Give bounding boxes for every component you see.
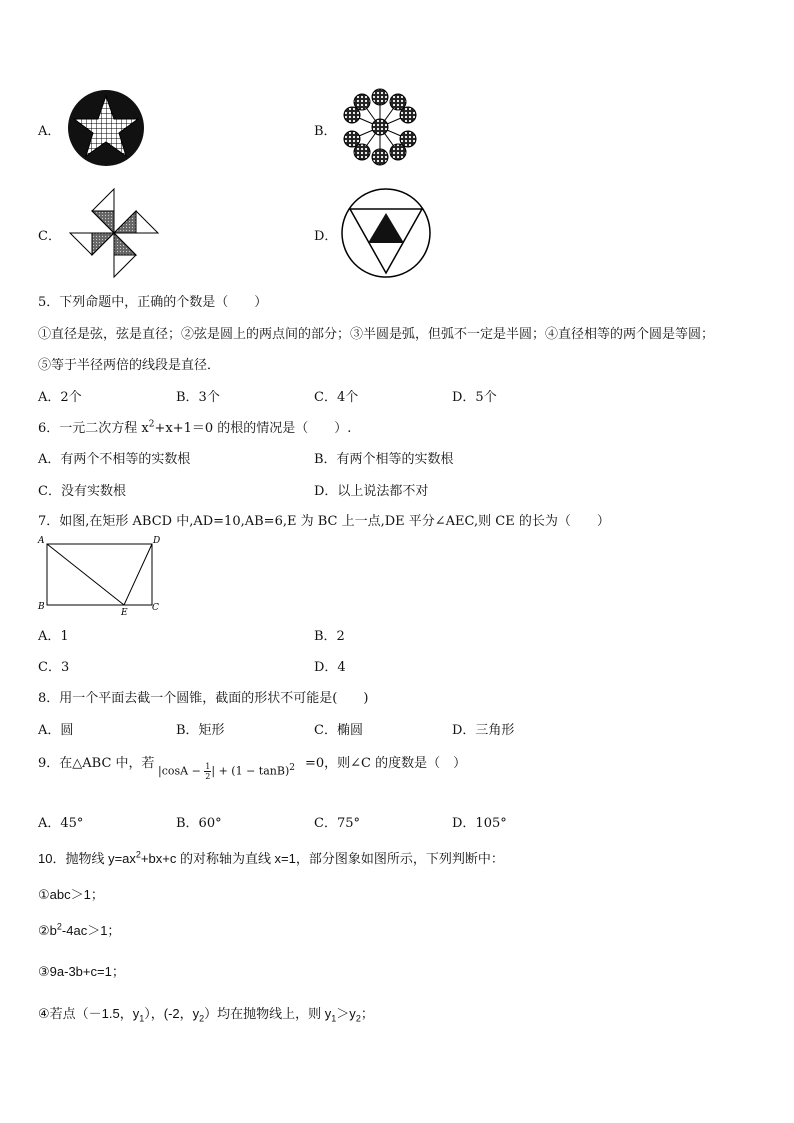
q10-statement-4: ④若点（－1.5，$y_1$），(-2，$y_2$）均在抛物线上，则 $y_1>y_2$；	[38, 1006, 374, 1024]
q7-option-c: C．3	[38, 660, 70, 675]
q10-statement-1: ①abc＞1；	[38, 887, 104, 902]
q4-option-d-label: D．	[314, 229, 338, 244]
q6-option-b: B．有两个相等的实数根	[314, 452, 454, 467]
q10-statement-3: ③9a-3b+c=1；	[38, 964, 125, 979]
q5-option-d: D．5个	[452, 390, 497, 405]
q8-option-b: B．矩形	[176, 723, 225, 738]
q8-stem: 8．用一个平面去截一个圆锥，截面的形状不可能是( )	[38, 691, 369, 706]
q4-option-c-figure	[68, 187, 160, 279]
q5-stem: 5．下列命题中，正确的个数是（ ）	[38, 295, 268, 310]
q4-option-d-figure	[340, 187, 432, 279]
q4-option-c-label: C．	[38, 229, 61, 244]
q7-option-b: B．2	[314, 629, 345, 644]
q7-stem: 7．如图,在矩形 ABCD 中,AD=10,AB=6,E 为 BC 上一点,DE 平分∠AEC,则 CE 的长为（ ）	[38, 514, 610, 529]
q6-stem: 6．一元二次方程 $x^2+x+1=0$ 的根的情况是（ ）.	[38, 419, 352, 436]
q5-line1: ①直径是弦，弦是直径；②弦是圆上的两点间的部分；③半圆是弧，但弧不一定是半圆；④直径相等的两个圆是等圆；	[38, 327, 715, 342]
q6-option-a: A．有两个不相等的实数根	[38, 452, 191, 467]
q5-option-a: A．2个	[38, 390, 82, 405]
q4-option-b-figure	[340, 87, 420, 167]
q9-option-c: C．75°	[314, 816, 360, 831]
q9-option-d: D．105°	[452, 816, 507, 831]
q9-option-b: B．60°	[176, 816, 222, 831]
q7-rectangle-diagram	[36, 533, 166, 618]
q8-option-c: C．椭圆	[314, 723, 363, 738]
q9-stem-prefix: 9．在△ABC 中，若	[38, 756, 155, 771]
q5-line2: ⑤等于半径两倍的线段是直径．	[38, 358, 221, 373]
q8-option-d: D．三角形	[452, 723, 515, 738]
q5-option-b: B．3个	[176, 390, 220, 405]
q7-label-c: C	[152, 603, 159, 613]
q9-option-a: A．45°	[38, 816, 84, 831]
q7-label-b: B	[38, 602, 45, 612]
q4-option-a-figure	[66, 88, 146, 168]
q4-option-a-label: A．	[38, 124, 61, 139]
q7-label-d: D	[153, 536, 161, 546]
q6-option-d: D．以上说法都不对	[314, 484, 429, 499]
q8-option-a: A．圆	[38, 723, 74, 738]
q7-option-a: A．1	[38, 629, 69, 644]
q6-option-c: C．没有实数根	[38, 484, 126, 499]
q9-expression: |cosA − $\frac{1}{2}$ | + $(1 - \tan B)^2$	[158, 762, 295, 781]
q5-option-c: C．4个	[314, 390, 359, 405]
q10-stem: 10．抛物线 $y=ax^2+bx+c$ 的对称轴为直线 x=1，部分图象如图所示，下列判断中：	[38, 849, 504, 866]
q4-option-b-label: B．	[314, 124, 337, 139]
q7-label-e: E	[121, 608, 128, 618]
q10-statement-2: $②b^2-4ac>1$；	[38, 921, 121, 938]
q7-option-d: D．4	[314, 660, 346, 675]
q9-stem-suffix: =0，则∠C 的度数是（ ）	[305, 756, 467, 771]
q7-label-a: A	[38, 536, 45, 546]
